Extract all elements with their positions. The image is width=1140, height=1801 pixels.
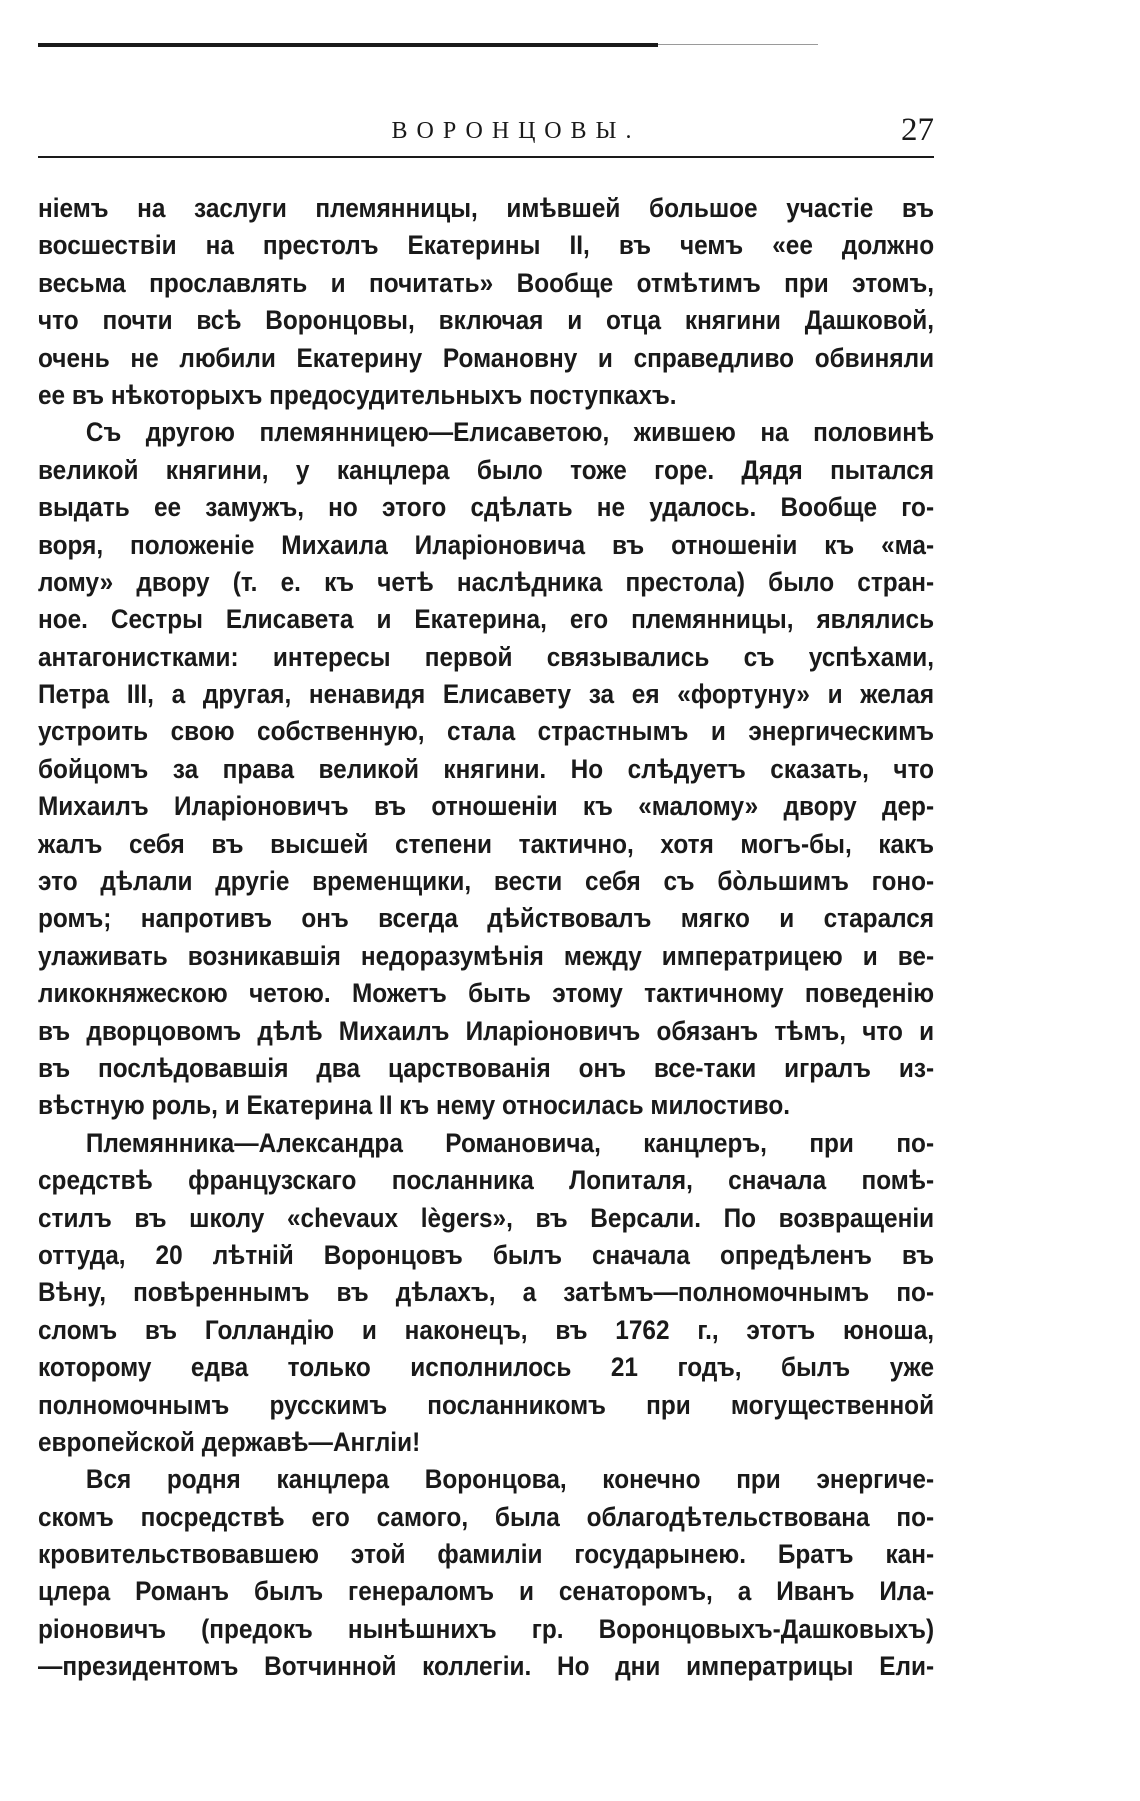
text-line: которому едва только исполнилось 21 годъ, былъ уже — [38, 1352, 935, 1383]
running-title: ВОРОНЦОВЫ. — [391, 118, 641, 144]
text-line: европейской державѣ—Англіи! — [38, 1426, 421, 1457]
body-text — [38, 190, 935, 1686]
text-line: антагонистками: интересы первой связывались съ успѣхами, — [38, 641, 935, 672]
text-line: Съ другою племянницею—Елисаветою, жившею на половинѣ — [85, 417, 935, 448]
text-line: ее въ нѣкоторыхъ предосудительныхъ поступкахъ. — [38, 379, 677, 410]
text-line: жалъ себя въ высшей степени тактично, хотя могъ-бы, какъ — [38, 828, 935, 859]
text-line: ликокняжескою четою. Можетъ быть этому тактичному поведенію — [38, 978, 935, 1009]
text-line: устроить свою собственную, стала страстнымъ и энергическимъ — [38, 716, 935, 747]
text-line: скомъ посредствѣ его самого, была облагодѣтельствована по- — [38, 1501, 935, 1532]
text-line: ное. Сестры Елисавета и Екатерина, его племянницы, являлись — [38, 604, 935, 635]
text-line: Вѣну, повѣреннымъ въ дѣлахъ, а затѣмъ—полномочнымъ по- — [38, 1277, 935, 1308]
text-lines — [38, 190, 934, 1686]
text-line: это дѣлали другіе временщики, вести себя съ бо̀льшимъ гоно- — [38, 866, 935, 897]
text-line: кровительствовавшею этой фамиліи государынею. Братъ кан- — [38, 1539, 935, 1570]
text-line: выдать ее замужъ, но этого сдѣлать не удалось. Вообще го- — [38, 492, 935, 523]
page-number: 27 — [901, 112, 934, 148]
text-line: цлера Романъ былъ генераломъ и сенаторомъ, а Иванъ Ила- — [38, 1576, 935, 1607]
text-line: очень не любили Екатерину Романовну и справедливо обвиняли — [38, 342, 935, 373]
text-line: Петра III, а другая, ненавидя Елисавету за ея «фортуну» и желая — [38, 679, 935, 710]
text-line: въ дворцовомъ дѣлѣ Михаилъ Иларіоновичъ обязанъ тѣмъ, что и — [38, 1015, 935, 1046]
text-line: великой княгини, у канцлера было тоже горе. Дядя пытался — [38, 454, 935, 485]
text-line: воря, положеніе Михаила Иларіоновича въ отношеніи къ «ма- — [38, 529, 935, 560]
text-line: весьма прославлять и почитать» Вообще отмѣтимъ при этомъ, — [38, 267, 935, 298]
text-line: сломъ въ Голландію и наконецъ, въ 1762 г., этотъ юноша, — [38, 1314, 935, 1345]
text-line: Михаилъ Иларіоновичъ въ отношеніи къ «малому» двору дер- — [38, 791, 935, 822]
text-line: —президентомъ Вотчинной коллегіи. Но дни императрицы Ели- — [38, 1651, 935, 1682]
text-line: стилъ въ школу «chevaux lègers», въ Версали. По возвращеніи — [38, 1202, 935, 1233]
text-line: оттуда, 20 лѣтній Воронцовъ былъ сначала опредѣленъ въ — [38, 1239, 935, 1270]
text-line: восшествіи на престолъ Екатерины II, въ чемъ «ее должно — [38, 230, 935, 261]
text-line: вѣстную роль, и Екатерина II къ нему относилась милостиво. — [38, 1090, 791, 1121]
text-line: ромъ; напротивъ онъ всегда дѣйствовалъ мягко и старался — [38, 903, 935, 934]
text-line: лому» двору (т. е. къ четѣ наслѣдника престола) было стран- — [38, 566, 935, 597]
text-line: улаживать возникавшія недоразумѣнія между императрицею и ве- — [38, 940, 935, 971]
text-line: въ послѣдовавшія два царствованія онъ все-таки игралъ из- — [38, 1052, 935, 1083]
text-line: бойцомъ за права великой княгини. Но слѣдуетъ сказать, что — [38, 753, 935, 784]
text-line: средствѣ французскаго посланника Лопиталя, сначала помѣ- — [38, 1165, 935, 1196]
text-line: ріоновичъ (предокъ нынѣшнихъ гр. Воронцовыхъ-Дашковыхъ) — [38, 1613, 935, 1644]
top-border-rule — [38, 43, 658, 47]
text-line: Вся родня канцлера Воронцова, конечно при энергиче- — [85, 1464, 935, 1495]
text-line: что почти всѣ Воронцовы, включая и отца княгини Дашковой, — [38, 305, 935, 336]
text-line: полномочнымъ русскимъ посланникомъ при могущественной — [38, 1389, 935, 1420]
header-rule — [38, 156, 934, 158]
top-border-rule-tail — [658, 44, 818, 45]
text-line: Племянника—Александра Романовича, канцлеръ, при по- — [85, 1127, 935, 1158]
text-line: ніемъ на заслуги племянницы, имѣвшей большое участіе въ — [38, 193, 935, 223]
running-head — [38, 112, 934, 156]
